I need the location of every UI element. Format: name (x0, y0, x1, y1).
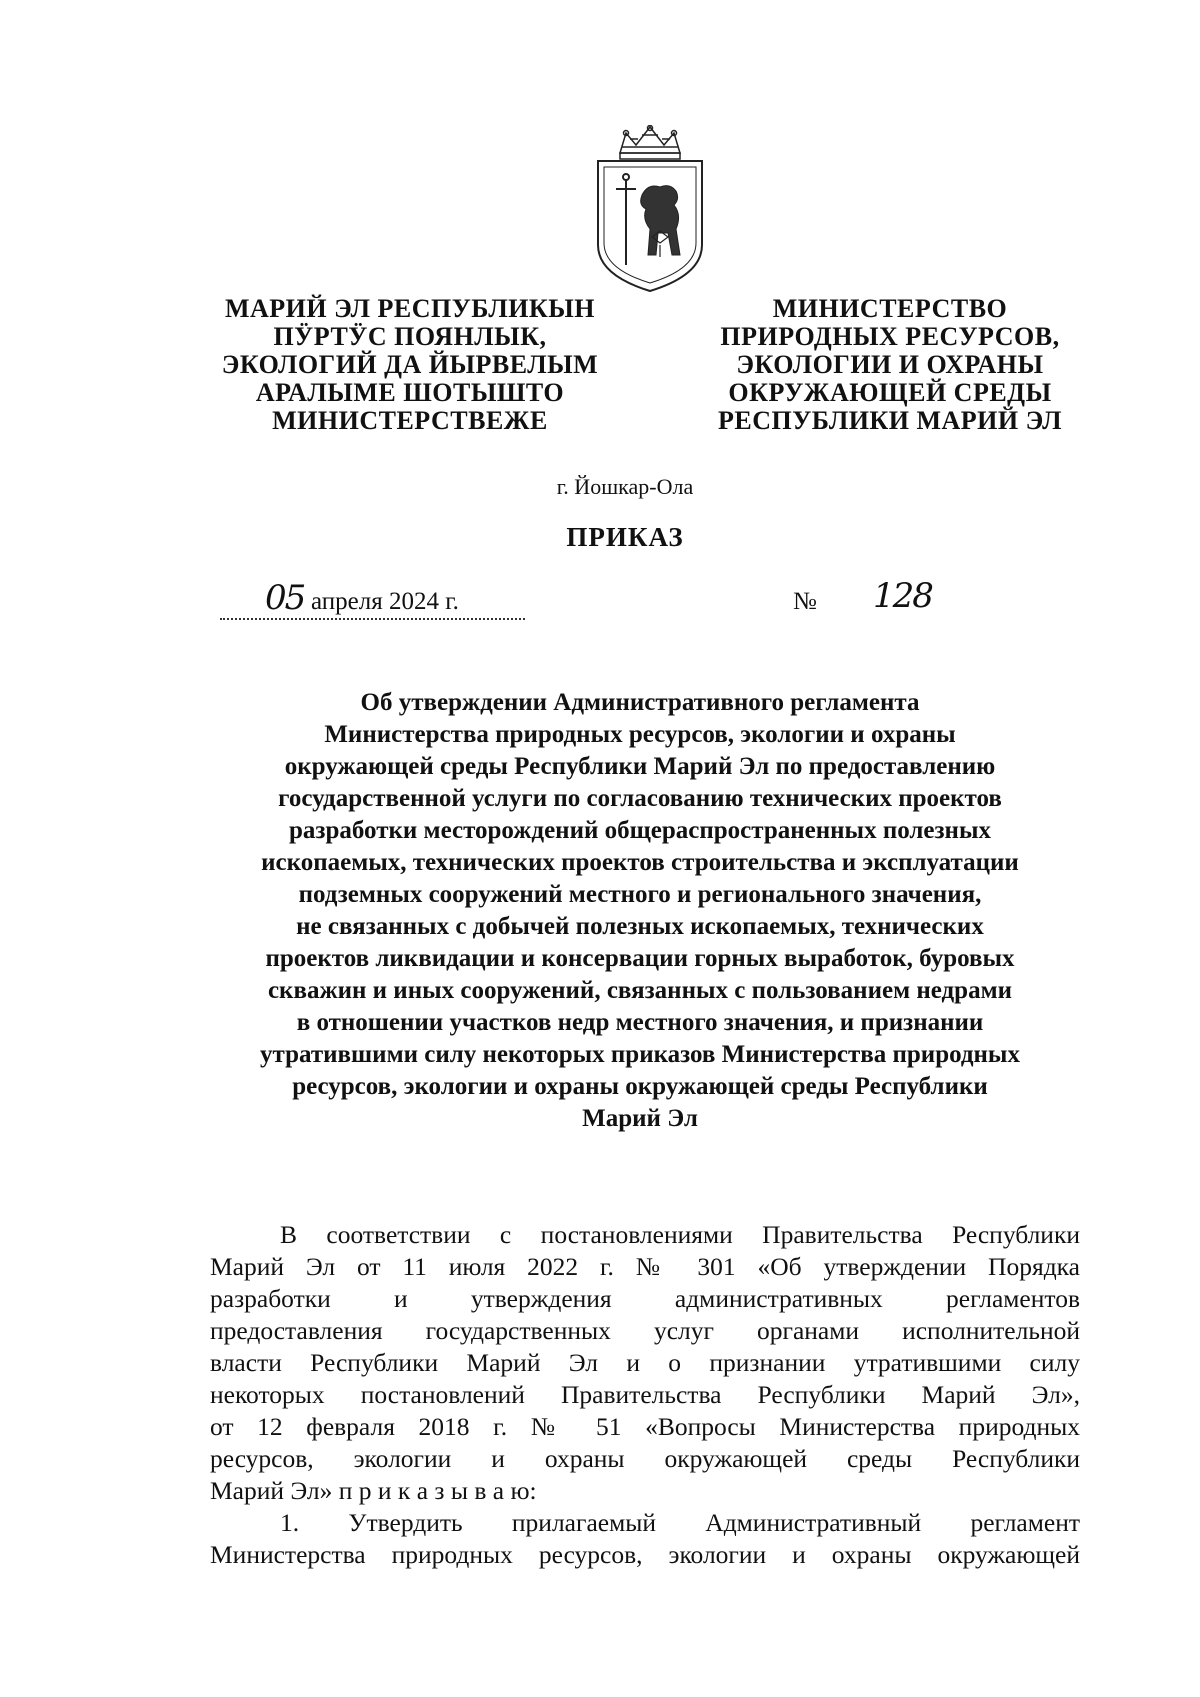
title-line: Министерства природных ресурсов, экологии и охраны (324, 721, 956, 748)
title-line: ископаемых, технических проектов строительства и эксплуатации (261, 849, 1019, 876)
org-name-line: РЕСПУБЛИКИ МАРИЙ ЭЛ (717, 406, 1063, 435)
org-name-line: ОКРУЖАЮЩЕЙ СРЕДЫ (728, 378, 1052, 407)
title-line: Об утверждении Административного регламента (360, 689, 920, 716)
org-name-line: ПӰРТӰС ПОЯНЛЫК, (273, 322, 547, 351)
date-month-year: апреля 2024 г. (311, 588, 459, 615)
title-line: в отношении участков недр местного значения, и признании (296, 1009, 984, 1036)
title-line: не связанных с добычей полезных ископаемых, технических (296, 913, 984, 940)
city-label: г. Йошкар-Ола (556, 474, 694, 499)
title-line: разработки месторождений общераспространенных полезных (289, 817, 991, 844)
title-line: государственной услуги по согласованию технических проектов (278, 785, 1002, 812)
body-line: Марий Эл от 11 июля 2022 г. № 301 «Об утверждении Порядка (210, 1252, 1080, 1281)
body-line: предоставления государственных услуг органами исполнительной (210, 1316, 1080, 1345)
org-name-line: АРАЛЫМЕ ШОТЫШТО (255, 378, 565, 407)
coat-of-arms-icon (590, 125, 710, 295)
document-type-heading: ПРИКАЗ (566, 522, 684, 552)
org-name-line: ПРИРОДНЫХ РЕСУРСОВ, (720, 322, 1060, 351)
org-name-line: ЭКОЛОГИИ И ОХРАНЫ (736, 350, 1044, 379)
body-line: власти Республики Марий Эл и о признании утратившими силу (210, 1348, 1080, 1377)
body-line: Министерства природных ресурсов, экологии и охраны окружающей (210, 1540, 1080, 1569)
date-number-row (0, 574, 1200, 624)
org-name-line: МИНИСТЕРСТВО (772, 294, 1008, 323)
document-title (200, 687, 1080, 1135)
title-line: подземных сооружений местного и регионального значения, (298, 881, 982, 908)
body-line: Марий Эл» п р и к а з ы в а ю: (210, 1476, 537, 1505)
org-name-line: ЭКОЛОГИЙ ДА ЙЫРВЕЛЫМ (221, 350, 599, 379)
body-line: ресурсов, экологии и охраны окружающей среды Республики (210, 1444, 1080, 1473)
body-line: 1. Утвердить прилагаемый Административный регламент (280, 1508, 1080, 1537)
org-name-line: МАРИЙ ЭЛ РЕСПУБЛИКЫН (224, 294, 596, 323)
handwritten-number: 128 (873, 576, 932, 616)
title-line: ресурсов, экологии и охраны окружающей среды Республики (292, 1073, 988, 1100)
body-line: разработки и утверждения административных регламентов (210, 1284, 1080, 1313)
number-sign: № (793, 588, 817, 615)
date-underline (220, 618, 525, 620)
body-line: В соответствии с постановлениями Правительства Республики (280, 1220, 1080, 1249)
document-body (210, 1219, 1080, 1571)
org-name-mari (200, 295, 620, 435)
title-line: проектов ликвидации и консервации горных выработок, буровых (265, 945, 1015, 972)
title-line: окружающей среды Республики Марий Эл по предоставлению (284, 753, 996, 780)
org-name-russian (700, 295, 1080, 435)
org-name-line: МИНИСТЕРСТВЕЖЕ (272, 406, 548, 435)
body-line: от 12 февраля 2018 г. № 51 «Вопросы Министерства природных (210, 1412, 1080, 1441)
title-line: утратившими силу некоторых приказов Министерства природных (260, 1041, 1020, 1068)
title-line: Марий Эл (582, 1105, 698, 1132)
body-line: некоторых постановлений Правительства Республики Марий Эл», (210, 1380, 1080, 1409)
title-line: скважин и иных сооружений, связанных с пользованием недрами (267, 977, 1013, 1004)
handwritten-day: 05 (265, 578, 305, 618)
